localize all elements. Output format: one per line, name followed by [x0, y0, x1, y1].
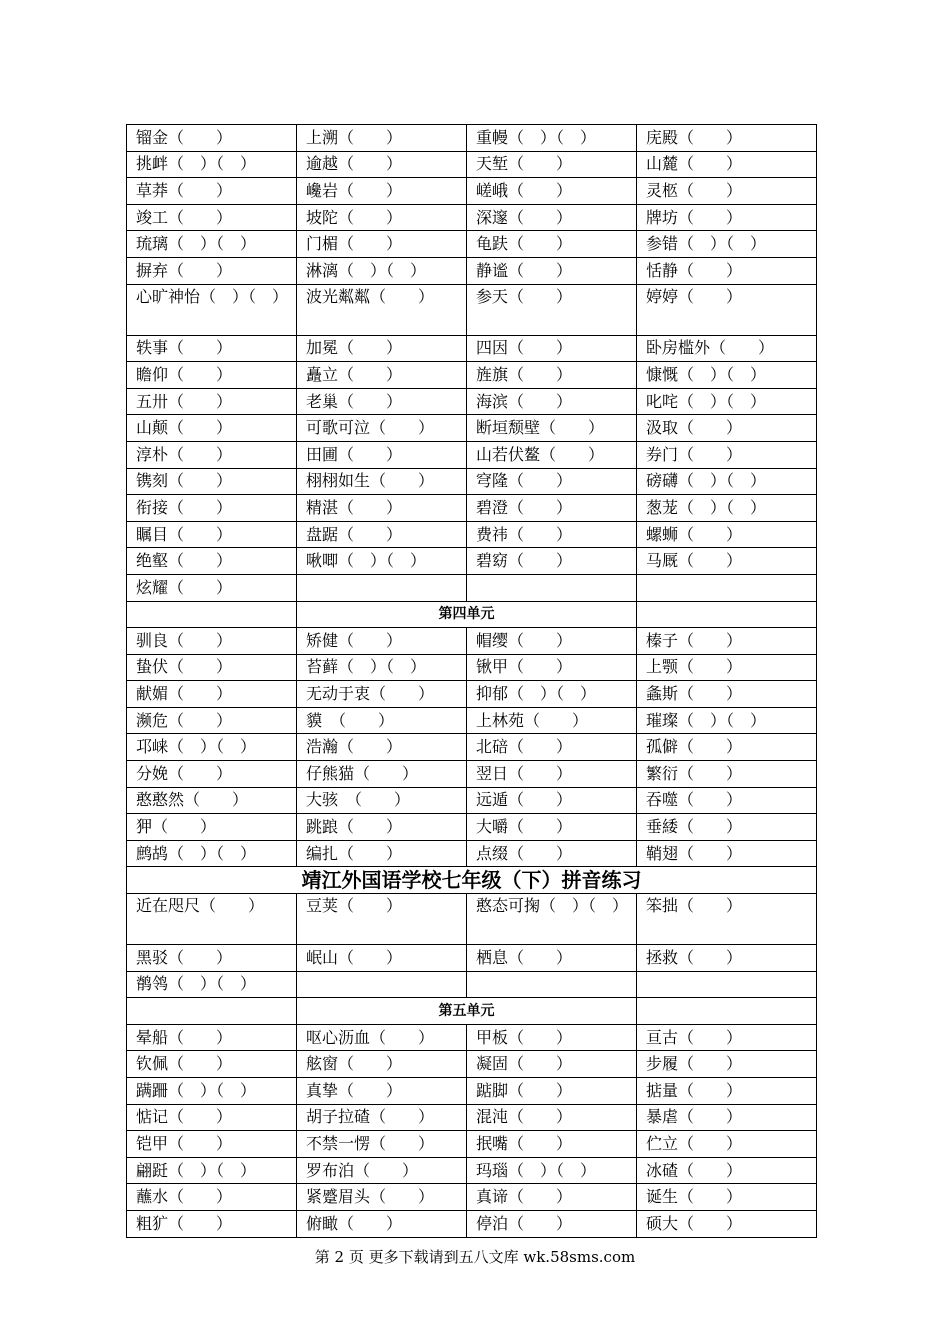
table-row [127, 362, 817, 389]
word-cell: 紧蹙眉头（ ） [297, 1184, 467, 1211]
word-cell: 卧房槛外（ ） [637, 335, 817, 362]
word-cell: 矫健（ ） [297, 628, 467, 655]
word-cell: 镌刻（ ） [127, 468, 297, 495]
word-cell: 栖息（ ） [467, 945, 637, 972]
word-cell: 深邃（ ） [467, 204, 637, 231]
word-cell: 跳踉（ ） [297, 814, 467, 841]
word-cell: 绝壑（ ） [127, 548, 297, 575]
word-cell: 亘古（ ） [637, 1024, 817, 1051]
word-cell: 献媚（ ） [127, 681, 297, 708]
word-cell: 孤僻（ ） [637, 734, 817, 761]
word-cell: 真谛（ ） [467, 1184, 637, 1211]
word-cell: 垂緌（ ） [637, 814, 817, 841]
word-cell: 炫耀（ ） [127, 574, 297, 601]
table-row [127, 734, 817, 761]
word-cell: 大嚼（ ） [467, 814, 637, 841]
word-cell: 波光粼粼（ ） [297, 284, 467, 335]
word-cell: 栩栩如生（ ） [297, 468, 467, 495]
empty-cell [127, 998, 297, 1025]
page-footer: 第 2 页 更多下载请到五八文库 wk.58sms.com [314, 1248, 636, 1266]
word-cell: 繁衍（ ） [637, 761, 817, 788]
word-cell: 玛瑙（ ）（ ） [467, 1157, 637, 1184]
table-row [127, 1184, 817, 1211]
word-cell: 上颚（ ） [637, 654, 817, 681]
table-row [127, 231, 817, 258]
word-cell: 马厩（ ） [637, 548, 817, 575]
word-cell: 凝固（ ） [467, 1051, 637, 1078]
word-cell: 螽斯（ ） [637, 681, 817, 708]
word-cell: 精湛（ ） [297, 495, 467, 522]
word-cell: 晕船（ ） [127, 1024, 297, 1051]
word-cell: 门楣（ ） [297, 231, 467, 258]
word-cell: 旌旗（ ） [467, 362, 637, 389]
table-row [127, 178, 817, 205]
word-cell: 憨憨然（ ） [127, 787, 297, 814]
word-cell: 濒危（ ） [127, 707, 297, 734]
table-row [127, 654, 817, 681]
word-cell: 貘 （ ） [297, 707, 467, 734]
school-banner-title: 靖江外国语学校七年级（下）拼音练习 [127, 867, 817, 894]
word-cell: 镏金（ ） [127, 125, 297, 152]
word-cell: 葱茏（ ）（ ） [637, 495, 817, 522]
word-cell: 步履（ ） [637, 1051, 817, 1078]
word-cell: 翩跹（ ）（ ） [127, 1157, 297, 1184]
word-cell: 淋漓（ ）（ ） [297, 257, 467, 284]
word-cell: 五卅（ ） [127, 388, 297, 415]
empty-cell [637, 601, 817, 628]
word-cell: 鞘翅（ ） [637, 840, 817, 867]
word-cell: 啾唧（ ）（ ） [297, 548, 467, 575]
table-row [127, 971, 817, 998]
word-cell: 灵柩（ ） [637, 178, 817, 205]
word-cell: 硕大（ ） [637, 1210, 817, 1237]
table-row [127, 151, 817, 178]
word-cell: 真挚（ ） [297, 1078, 467, 1105]
table-row [127, 628, 817, 655]
word-cell: 钦佩（ ） [127, 1051, 297, 1078]
word-cell: 拯救（ ） [637, 945, 817, 972]
word-cell: 暴虐（ ） [637, 1104, 817, 1131]
word-cell: 嵯峨（ ） [467, 178, 637, 205]
word-cell: 锹甲（ ） [467, 654, 637, 681]
word-cell: 海滨（ ） [467, 388, 637, 415]
table-row [127, 125, 817, 152]
word-cell: 伫立（ ） [637, 1131, 817, 1158]
word-cell: 上林苑（ ） [467, 707, 637, 734]
word-cell: 甲板（ ） [467, 1024, 637, 1051]
word-cell: 驯良（ ） [127, 628, 297, 655]
word-cell: 逾越（ ） [297, 151, 467, 178]
word-cell: 山麓（ ） [637, 151, 817, 178]
word-cell: 抿嘴（ ） [467, 1131, 637, 1158]
word-cell: 不禁一愣（ ） [297, 1131, 467, 1158]
word-cell: 浩瀚（ ） [297, 734, 467, 761]
word-cell: 惦记（ ） [127, 1104, 297, 1131]
word-cell: 蛰伏（ ） [127, 654, 297, 681]
word-cell: 螺蛳（ ） [637, 521, 817, 548]
word-cell: 舷窗（ ） [297, 1051, 467, 1078]
word-cell: 瞩目（ ） [127, 521, 297, 548]
word-cell: 牌坊（ ） [637, 204, 817, 231]
table-row [127, 284, 817, 335]
word-cell: 黑驳（ ） [127, 945, 297, 972]
unit-section-title: 第五单元 [297, 998, 637, 1025]
table-body [127, 125, 817, 1238]
empty-cell [467, 574, 637, 601]
word-cell: 碧窈（ ） [467, 548, 637, 575]
word-cell: 重幔（ ）（ ） [467, 125, 637, 152]
table-row [127, 787, 817, 814]
word-cell: 老巢（ ） [297, 388, 467, 415]
empty-cell [467, 971, 637, 998]
word-cell: 轶事（ ） [127, 335, 297, 362]
word-cell: 摒弃（ ） [127, 257, 297, 284]
word-cell: 天堑（ ） [467, 151, 637, 178]
word-cell: 巉岩（ ） [297, 178, 467, 205]
word-cell: 可歌可泣（ ） [297, 415, 467, 442]
word-cell: 大骇 （ ） [297, 787, 467, 814]
word-cell: 碧澄（ ） [467, 495, 637, 522]
table-row [127, 257, 817, 284]
word-cell: 远遁（ ） [467, 787, 637, 814]
word-cell: 仔熊猫（ ） [297, 761, 467, 788]
word-cell: 龟趺（ ） [467, 231, 637, 258]
word-cell: 停泊（ ） [467, 1210, 637, 1237]
table-row [127, 601, 817, 628]
word-cell: 岷山（ ） [297, 945, 467, 972]
table-row [127, 867, 817, 894]
word-cell: 琉璃（ ）（ ） [127, 231, 297, 258]
word-cell: 翌日（ ） [467, 761, 637, 788]
word-cell: 恬静（ ） [637, 257, 817, 284]
word-cell: 瞻仰（ ） [127, 362, 297, 389]
word-cell: 蘸水（ ） [127, 1184, 297, 1211]
word-cell: 无动于衷（ ） [297, 681, 467, 708]
table-row [127, 574, 817, 601]
word-cell: 榛子（ ） [637, 628, 817, 655]
word-cell: 笨拙（ ） [637, 894, 817, 945]
table-row [127, 814, 817, 841]
word-cell: 田圃（ ） [297, 441, 467, 468]
table-row [127, 1131, 817, 1158]
word-cell: 汲取（ ） [637, 415, 817, 442]
word-cell: 苔藓（ ）（ ） [297, 654, 467, 681]
word-cell: 邛崃（ ）（ ） [127, 734, 297, 761]
empty-cell [637, 971, 817, 998]
table-row [127, 761, 817, 788]
word-cell: 坡陀（ ） [297, 204, 467, 231]
table-row [127, 894, 817, 945]
word-cell: 婷婷（ ） [637, 284, 817, 335]
word-cell: 静谧（ ） [467, 257, 637, 284]
word-cell: 铠甲（ ） [127, 1131, 297, 1158]
table-row [127, 1051, 817, 1078]
word-cell: 憨态可掬（ ）（ ） [467, 894, 637, 945]
word-cell: 矗立（ ） [297, 362, 467, 389]
word-cell: 叱咤（ ）（ ） [637, 388, 817, 415]
table-row [127, 388, 817, 415]
word-cell: 衔接（ ） [127, 495, 297, 522]
word-cell: 冰碴（ ） [637, 1157, 817, 1184]
word-cell: 帽缨（ ） [467, 628, 637, 655]
table-row [127, 468, 817, 495]
word-cell: 近在咫尺（ ） [127, 894, 297, 945]
word-cell: 挑衅（ ）（ ） [127, 151, 297, 178]
empty-cell [127, 601, 297, 628]
empty-cell [297, 574, 467, 601]
word-cell: 吞噬（ ） [637, 787, 817, 814]
word-cell: 呕心沥血（ ） [297, 1024, 467, 1051]
word-cell: 豆荚（ ） [297, 894, 467, 945]
word-cell: 断垣颓壁（ ） [467, 415, 637, 442]
table-row [127, 1157, 817, 1184]
word-cell: 上溯（ ） [297, 125, 467, 152]
table-row [127, 441, 817, 468]
word-cell: 俯瞰（ ） [297, 1210, 467, 1237]
word-cell: 山颠（ ） [127, 415, 297, 442]
word-cell: 分娩（ ） [127, 761, 297, 788]
word-cell: 费祎（ ） [467, 521, 637, 548]
table-row [127, 945, 817, 972]
table-row [127, 204, 817, 231]
table-row [127, 1024, 817, 1051]
word-cell: 璀璨（ ）（ ） [637, 707, 817, 734]
word-cell: 罗布泊（ ） [297, 1157, 467, 1184]
word-cell: 编扎（ ） [297, 840, 467, 867]
word-cell: 磅礴（ ）（ ） [637, 468, 817, 495]
table-row [127, 415, 817, 442]
word-cell: 掂量（ ） [637, 1078, 817, 1105]
word-cell: 淳朴（ ） [127, 441, 297, 468]
word-cell: 狎（ ） [127, 814, 297, 841]
table-row [127, 840, 817, 867]
table-row [127, 335, 817, 362]
word-cell: 鹡鸰（ ）（ ） [127, 971, 297, 998]
word-cell: 竣工（ ） [127, 204, 297, 231]
word-cell: 山若伏鳌（ ） [467, 441, 637, 468]
word-cell: 蹒跚（ ）（ ） [127, 1078, 297, 1105]
word-cell: 抑郁（ ）（ ） [467, 681, 637, 708]
word-cell: 粗犷（ ） [127, 1210, 297, 1237]
unit-section-title: 第四单元 [297, 601, 637, 628]
word-cell: 北碚（ ） [467, 734, 637, 761]
table-row [127, 681, 817, 708]
table-row [127, 548, 817, 575]
word-cell: 踮脚（ ） [467, 1078, 637, 1105]
word-cell: 盘踞（ ） [297, 521, 467, 548]
word-cell: 加冕（ ） [297, 335, 467, 362]
table-row [127, 521, 817, 548]
table-row [127, 495, 817, 522]
word-cell: 诞生（ ） [637, 1184, 817, 1211]
word-cell: 庑殿（ ） [637, 125, 817, 152]
pinyin-exercise-table [126, 124, 816, 1238]
table-row [127, 1078, 817, 1105]
word-cell: 慷慨（ ）（ ） [637, 362, 817, 389]
word-cell: 草莽（ ） [127, 178, 297, 205]
table-row [127, 998, 817, 1025]
word-cell: 参错（ ）（ ） [637, 231, 817, 258]
word-cell: 心旷神怡（ ）（ ） [127, 284, 297, 335]
table-row [127, 1210, 817, 1237]
word-cell: 混沌（ ） [467, 1104, 637, 1131]
word-cell: 点缀（ ） [467, 840, 637, 867]
word-cell: 券门（ ） [637, 441, 817, 468]
word-cell: 鹧鸪（ ）（ ） [127, 840, 297, 867]
empty-cell [637, 998, 817, 1025]
word-cell: 胡子拉碴（ ） [297, 1104, 467, 1131]
table-row [127, 707, 817, 734]
empty-cell [637, 574, 817, 601]
word-cell: 参天（ ） [467, 284, 637, 335]
word-cell: 穹隆（ ） [467, 468, 637, 495]
word-cell: 四因（ ） [467, 335, 637, 362]
table-row [127, 1104, 817, 1131]
empty-cell [297, 971, 467, 998]
